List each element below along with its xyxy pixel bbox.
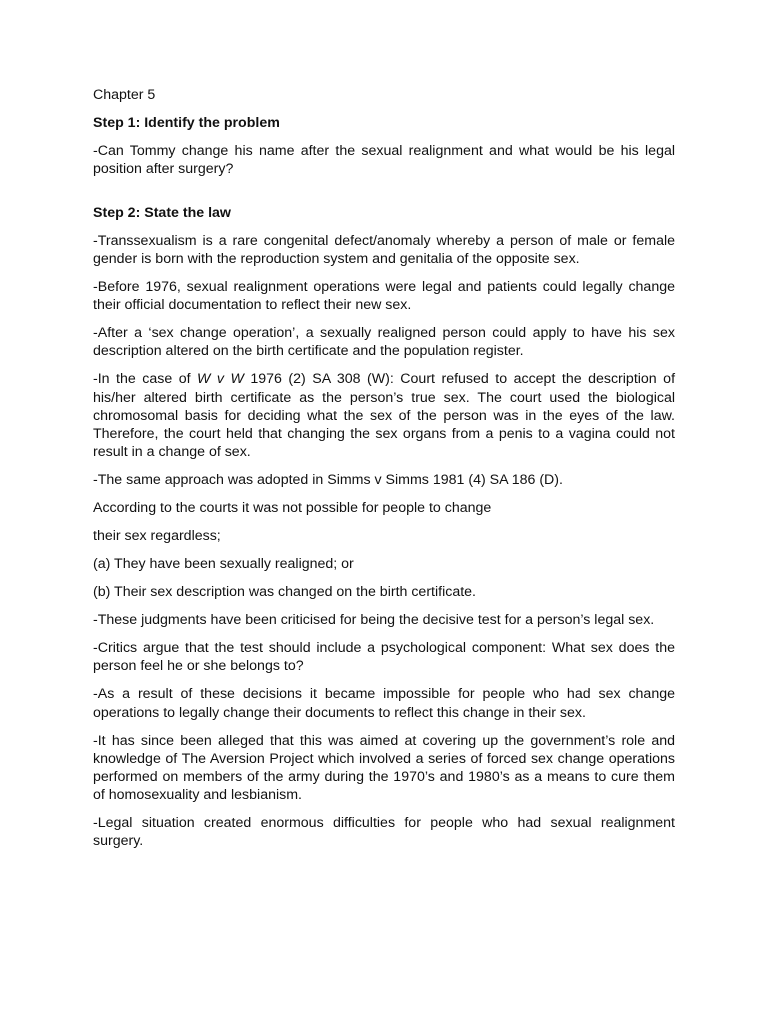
paragraph-simms-case: -The same approach was adopted in Simms v Simms 1981 (4) SA 186 (D). (93, 472, 563, 489)
paragraph-impossible-change: -As a result of these decisions it became impossible for people who had sex change operations to legally change their documents to reflect this change in their sex. (93, 686, 675, 721)
list-item-a: (a) They have been sexually realigned; or (93, 556, 354, 573)
paragraph-before-1976: -Before 1976, sexual realignment operations were legal and patients could legally change their official documentation to reflect their new sex. (93, 279, 675, 314)
case-detail-text: 1976 (2) SA 308 (W): Court refused to accept the description of his/her altered birth certificate as the person’s true sex. The court used the biological chromosomal basis for deciding what the sex of the person was in the eyes of the law. Therefore, the court held that changing the sex organs from a penis to a vagina could not result in a change of sex. (93, 371, 676, 461)
paragraph-aversion-project: -It has since been alleged that this was aimed at covering up the government’s role and knowledge of The Aversion Project which involved a series of forced sex change operations performed on members of the army during the 1970’s and 1980’s as a means to cure them of homosexuality and lesbianism. (93, 732, 675, 804)
paragraph-critics-argue: -Critics argue that the test should include a psychological component: What sex does the person feel he or she belongs to? (93, 640, 675, 675)
chapter-title: Chapter 5 (93, 87, 156, 103)
document-page (93, 86, 675, 860)
case-intro-text: -In the case of (93, 371, 198, 388)
paragraph-criticised: -These judgments have been criticised for being the decisive test for a person’s legal sex. (93, 612, 655, 629)
paragraph-w-v-w-case (93, 370, 675, 461)
list-item-b: (b) Their sex description was changed on the birth certificate. (93, 584, 476, 601)
paragraph-transsexualism: -Transsexualism is a rare congenital defect/anomaly whereby a person of male or female gender is born with the reproduction system and genitalia of the opposite sex. (93, 232, 675, 267)
step1-heading: Step 1: Identify the problem (93, 114, 280, 131)
paragraph-regardless: their sex regardless; (93, 528, 221, 545)
paragraph-after-operation: -After a ‘sex change operation’, a sexually realigned person could apply to have his sex description altered on the birth certificate and the population register. (93, 325, 675, 360)
paragraph-legal-difficulties: -Legal situation created enormous difficulties for people who had sexual realignment surgery. (93, 815, 675, 850)
paragraph-courts-view: According to the courts it was not possible for people to change (93, 500, 492, 517)
step2-heading: Step 2: State the law (93, 204, 231, 221)
step1-paragraph: -Can Tommy change his name after the sexual realignment and what would be his legal position after surgery? (93, 142, 675, 177)
section-spacer (93, 188, 675, 204)
case-name-italic: W v W (197, 371, 244, 388)
